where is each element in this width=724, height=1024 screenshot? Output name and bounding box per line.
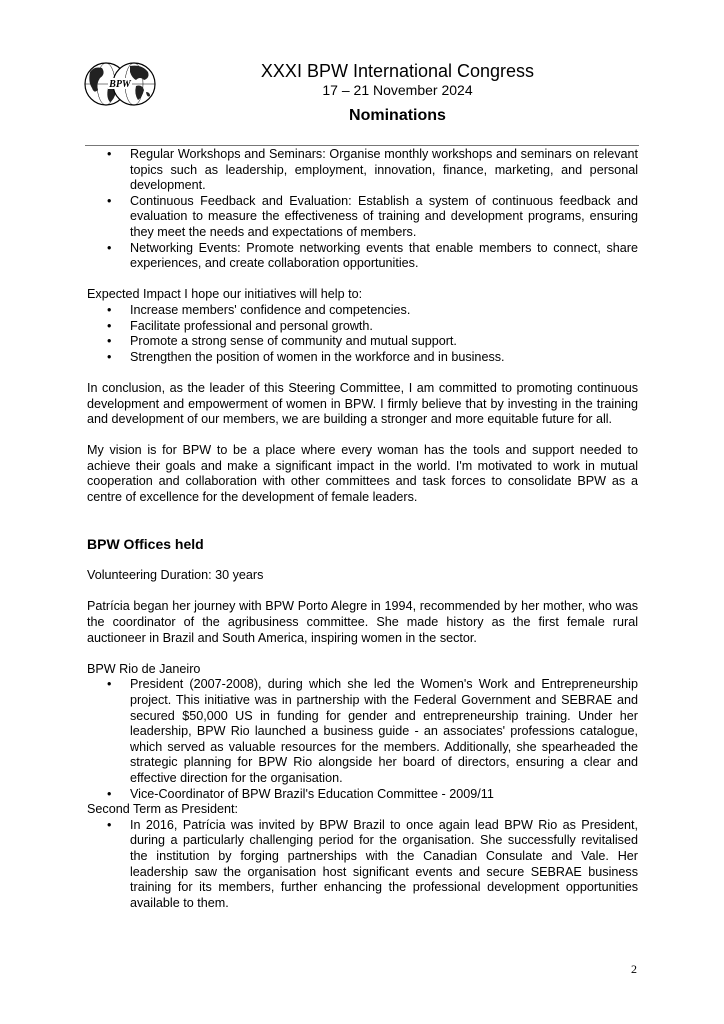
rio-label: BPW Rio de Janeiro [87,661,201,676]
list-item: • Promote a strong sense of community and mutual support. [87,334,638,350]
impact-intro: Expected Impact I hope our initiatives will help to: [87,287,363,302]
list-item: • Increase members' confidence and competencies. [87,303,638,319]
volunteering-duration: Volunteering Duration: 30 years [87,568,264,583]
svg-text:BPW: BPW [109,79,131,90]
conclusion-paragraph: In conclusion, as the leader of this Steering Committee, I am committed to promoting continuous development and empowerment of women in BPW. I firmly believe that by investing in the training and development of our members, we are building a stronger and more equitable future for all. [87,380,638,427]
congress-dates: 17 – 21 November 2024 [322,82,473,98]
rio-offices-list [87,677,638,802]
congress-title: XXXI BPW International Congress [260,61,535,81]
journey-paragraph: Patrícia began her journey with BPW Porto Alegre in 1994, recommended by her mother, who was the coordinator of the agribusiness committee. She made history as the first female rural auctioneer in Brazil and South America, inspiring women in the sector. [87,599,638,645]
impact-list [87,303,638,365]
list-item: • In 2016, Patrícia was invited by BPW Brazil to once again lead BPW Rio as President, during a particularly challenging period for the organisation. She successfully revitalised the institution by forging partnerships with the Canadian Consulate and Vale. Her leadership saw the organisation host significant events and secure SEBRAE business training for its members, further enhancing the professional development opportunities available to them. [87,818,638,912]
initiatives-list [87,147,638,272]
list-item: • Facilitate professional and personal growth. [87,319,638,335]
list-item: • Vice-Coordinator of BPW Brazil's Education Committee - 2009/11 [87,787,638,803]
document-body [87,147,638,911]
bpw-logo [84,54,156,112]
offices-heading: BPW Offices held [87,535,204,552]
section-title: Nominations [349,107,446,124]
second-term-list [87,818,638,912]
list-item: • Strengthen the position of women in the workforce and in business. [87,350,638,366]
list-item: • Regular Workshops and Seminars: Organise monthly workshops and seminars on relevant topics such as leadership, employment, innovation, finance, marketing, and personal development. [87,147,638,194]
list-item: • President (2007-2008), during which she led the Women's Work and Entrepreneurship project. This initiative was in partnership with the Federal Government and SEBRAE and secured $50,000 US in funding for gender and entrepreneurship training. Under her leadership, BPW Rio launched a business guide - an associates' professions catalogue, which served as valuable resources for the members. Additionally, she spearheaded the strategic planning for BPW Rio alongside her board of directors, ensuring a clear and effective direction for the organisation. [87,677,638,786]
list-item: • Continuous Feedback and Evaluation: Establish a system of continuous feedback and evaluation to measure the effectiveness of training and development programs, ensuring they meet the needs and expectations of members. [87,194,638,241]
page-number: 2 [631,962,637,976]
header-divider [85,145,639,146]
list-item: • Networking Events: Promote networking events that enable members to connect, share experiences, and create collaboration opportunities. [87,241,638,272]
second-term-label: Second Term as President: [87,802,238,817]
vision-paragraph: My vision is for BPW to be a place where every woman has the tools and support needed to achieve their goals and make a significant impact in the world. I'm motivated to work in mutual cooperation and collaboration with other committees and task forces to consolidate BPW as a centre of excellence for the development of female leaders. [87,443,638,505]
